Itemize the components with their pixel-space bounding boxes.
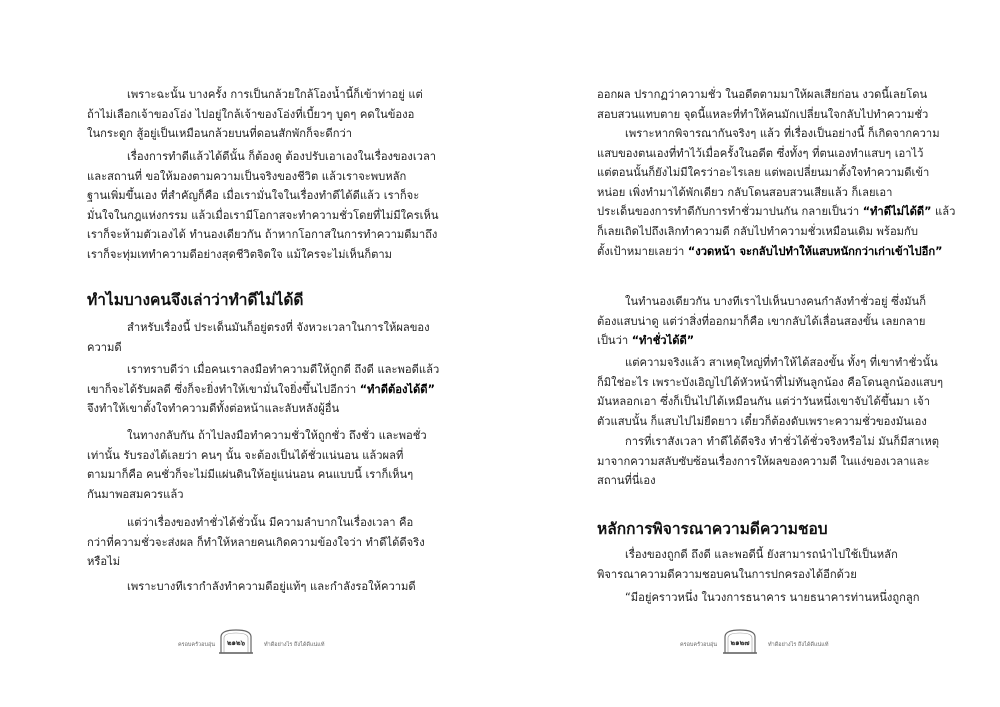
text-line: ถ้าไม่เลือกเจ้าของโอ่ง ไปอยู่ใกล้เจ้าของโอ่งที่เบี้ยวๆ บูดๆ คดในข้องอ [87, 107, 415, 121]
text-line: สถานที่นี่เอง [597, 474, 656, 488]
footer-book-title: ครอบครัวอบอุ่น [178, 642, 216, 648]
paragraph [87, 513, 425, 572]
text-line: สอบสวนแทบตาย จุดนี้แหละที่ทำให้คนมักเปลี่ยนใจกลับไปทำความชั่ว [597, 107, 929, 121]
text-line: หรือไม่ [87, 555, 121, 569]
text-line: พิจารณาความดีความชอบคนในการปกครองได้อีกด้วย [597, 567, 857, 581]
paragraph [597, 85, 929, 124]
paragraph [87, 426, 427, 504]
text-line: กว่าที่ความชั่วจะส่งผล ก็ทำให้หลายคนเกิดความข้องใจว่า ทำดีได้ดีจริง [87, 535, 425, 549]
text-line [87, 380, 435, 400]
text-line: มันหลอกเอา ซึ่งก็เป็นไปได้เหมือนกัน แต่ว่าวันหนึ่งเขาจับได้ขึ้นมา เจ้า [597, 395, 930, 409]
text-run: ตั้งเป้าหมายเลยว่า [597, 244, 688, 258]
text-line: ความดี [87, 340, 122, 354]
text-line: เรื่องการทำดีแล้วได้ดีนั้น ก็ต้องดู ต้องปรับเอาเองในเรื่องของเวลา [127, 150, 437, 163]
emphasis-quote: “ทำดีต้องได้ดี” [359, 382, 435, 396]
paragraph [597, 353, 943, 431]
text-line: ฐานเพิ่มขึ้นเอง ที่สำคัญก็คือ เมื่อเรามั่นใจในเรื่องทำดีได้ดีแล้ว เราก็จะ [87, 189, 420, 203]
text-run: แล้ว [931, 205, 956, 219]
text-run: เป็นว่า [597, 334, 632, 348]
footer-chapter-title: ทำดีอย่างไร ถึงได้ดีแน่แท้ [264, 642, 325, 648]
text-line: ตามมาก็คือ คนชั่วก็จะไม่มีแผ่นดินให้อยู่แน่นอน คนแบบนี้ เราก็เห็นๆ [87, 468, 414, 482]
text-line: “มีอยู่คราวหนึ่ง ในวงการธนาคาร นายธนาคารท่านหนึ่งถูกลูก [625, 591, 920, 604]
text-line: แต่ความจริงแล้ว สาเหตุใหญ่ที่ทำให้ได้สองขั้น ทั้งๆ ที่เขาทำชั่วนั้น [625, 356, 938, 369]
text-line: กันมาพอสมควรแล้ว [87, 487, 184, 501]
footer-book-title: ครอบครัวอบอุ่น [680, 642, 718, 648]
text-line: เรื่องของถูกดี ถึงดี และพอดีนี้ ยังสามารถนำไปใช้เป็นหลัก [625, 548, 898, 561]
section-heading: หลักการพิจารณาความดีความชอบ [597, 520, 828, 538]
text-line: แต่ว่าเรื่องของทำชั่วได้ชั่วนั้น มีความลำบากในเรื่องเวลา คือ [127, 516, 414, 529]
text-line: เพราะหากพิจารณากันจริงๆ แล้ว ที่เรื่องเป็นอย่างนี้ ก็เกิดจากความ [625, 127, 940, 140]
text-line: ในทำนองเดียวกัน บางทีเราไปเห็นบางคนกำลังทำชั่วอยู่ ซึ่งมันก็ [625, 295, 926, 308]
text-line: จึงทำให้เขาตั้งใจทำความดีทั้งต่อหน้าและลับหลังผู้อื่น [87, 402, 340, 416]
text-line: ในทางกลับกัน ถ้าไปลงมือทำความชั่วให้ถูกชั่ว ถึงชั่ว และพอชั่ว [127, 429, 427, 442]
text-line: หน่อย เพิ่งทำมาได้พักเดียว กลับโดนสอบสวนเสียแล้ว ก็เลยเอา [597, 185, 893, 199]
paragraph [87, 85, 423, 144]
text-run: เขาก็จะได้รับผลดี ซึ่งก็จะยิ่งทำให้เขามั่นใจยิ่งขึ้นไปอีกว่า [87, 382, 360, 396]
text-line: มาจากความสลับซับซ้อนเรื่องการให้ผลของความดี ในแง่ของเวลาและ [597, 454, 930, 468]
paragraph [597, 432, 940, 491]
text-line: ต้องแสบน่าดู แต่ว่าสิ่งที่ออกมาก็คือ เขากลับได้เลื่อนสองขั้น เลยกลาย [597, 314, 926, 328]
emphasis-quote: “ทำดีไม่ได้ดี” [862, 205, 932, 219]
emphasis-quote: “ทำชั่วได้ดี” [631, 334, 695, 348]
text-line: เพราะฉะนั้น บางครั้ง การเป็นกล้วยใกล้โองน้ำนี้ก็เข้าท่าอยู่ แต่ [127, 88, 423, 101]
text-line: ก็มิใช่อะไร เพราะบังเอิญไปได้หัวหน้าที่ไม่ทันลูกน้อง คือโดนลูกน้องแสบๆ [597, 375, 943, 389]
page-number-badge [722, 628, 758, 654]
text-line: แสบของตนเองที่ทำไว้เมื่อครั้งในอดีต ซึ่งทั้งๆ ที่ตนเองทำแสบๆ เอาไว้ [597, 146, 924, 160]
text-line: สำหรับเรื่องนี้ ประเด็นมันก็อยู่ตรงที่ จังหวะเวลาในการให้ผลของ [127, 321, 430, 334]
paragraph [87, 360, 440, 419]
paragraph [87, 577, 416, 597]
right-page [500, 0, 1000, 707]
paragraph [87, 147, 439, 265]
text-line: และสถานที่ ขอให้มองตามความเป็นจริงของชีวิต แล้วเราจะพบหลัก [87, 169, 407, 183]
text-line: เท่านั้น รับรองได้เลยว่า คนๆ นั้น จะต้องเป็นได้ชั่วแน่นอน แล้วผลที่ [87, 448, 404, 462]
paragraph [597, 545, 909, 584]
text-line: ตัวแสบนั้น ก็แสบไปไม่ยืดยาว เดี๋ยวก็ต้องดับเพราะความชั่วของมันเอง [597, 414, 927, 428]
text-line: ก็เลยเถิดไปถึงเลิกทำความดี กลับไปทำความชั่วเหมือนเดิม พร้อมกับ [597, 224, 918, 238]
page-footer [178, 628, 398, 658]
section-heading: ทำไมบางคนจึงเล่าว่าทำดีไม่ได้ดี [87, 291, 304, 309]
text-line [597, 331, 909, 351]
emphasis-quote: “งวดหน้า จะกลับไปทำให้แสบหนักกว่าเก่าเข้าไปอีก” [687, 244, 943, 258]
text-line: เราก็จะห้ามตัวเองได้ ทำนองเดียวกัน ถ้าหากโอกาสในการทำความดีมาถึง [87, 228, 438, 242]
page-footer [680, 628, 900, 658]
text-line: แต่ตอนนั้นก็ยังไม่มีใครว่าอะไรเลย แต่พอเปลี่ยนมาตั้งใจทำความดีเข้า [597, 166, 930, 180]
page-number-badge [218, 628, 254, 654]
text-line: ออกผล ปรากฏว่าความชั่ว ในอดีตตามมาให้ผลเสียก่อน งวดนี้เลยโดน [597, 88, 928, 101]
paragraph [597, 292, 926, 351]
paragraph [597, 588, 920, 608]
text-line: มั่นใจในกฎแห่งกรรม แล้วเมื่อเรามีโอกาสจะทำความชั่วโดยที่ไม่มีใครเห็น [87, 208, 439, 222]
text-run: ประเด็นของการทำดีกับการทำชั่วมาปนกัน กลายเป็นว่า [597, 205, 863, 219]
text-line: ในกระดูก สู้อยู่เป็นเหมือนกล้วยบนที่ดอนสักพักก็จะดีกว่า [87, 127, 353, 141]
text-line: เราทราบดีว่า เมื่อคนเราลงมือทำความดีให้ถูกดี ถึงดี และพอดีแล้ว [127, 363, 440, 376]
text-line: เราก็จะทุ่มเททำความดีอย่างสุดชีวิตจิตใจ แม้ใครจะไม่เห็นก็ตาม [87, 247, 393, 261]
footer-chapter-title: ทำดีอย่างไร ถึงได้ดีแน่แท้ [768, 642, 829, 648]
page-number: ๒๑๒๗ [730, 639, 750, 647]
text-line: เพราะบางทีเรากำลังทำความดีอยู่แท้ๆ และกำลังรอให้ความดี [127, 580, 416, 593]
paragraph [597, 124, 956, 261]
paragraph [87, 318, 430, 357]
text-line [597, 242, 943, 262]
page-number: ๒๑๒๖ [226, 639, 246, 647]
text-line [597, 202, 956, 222]
text-line: การที่เราสังเวลา ทำดีได้ดีจริง ทำชั่วได้ชั่วจริงหรือไม่ มันก็มีสาเหตุ [625, 435, 940, 448]
